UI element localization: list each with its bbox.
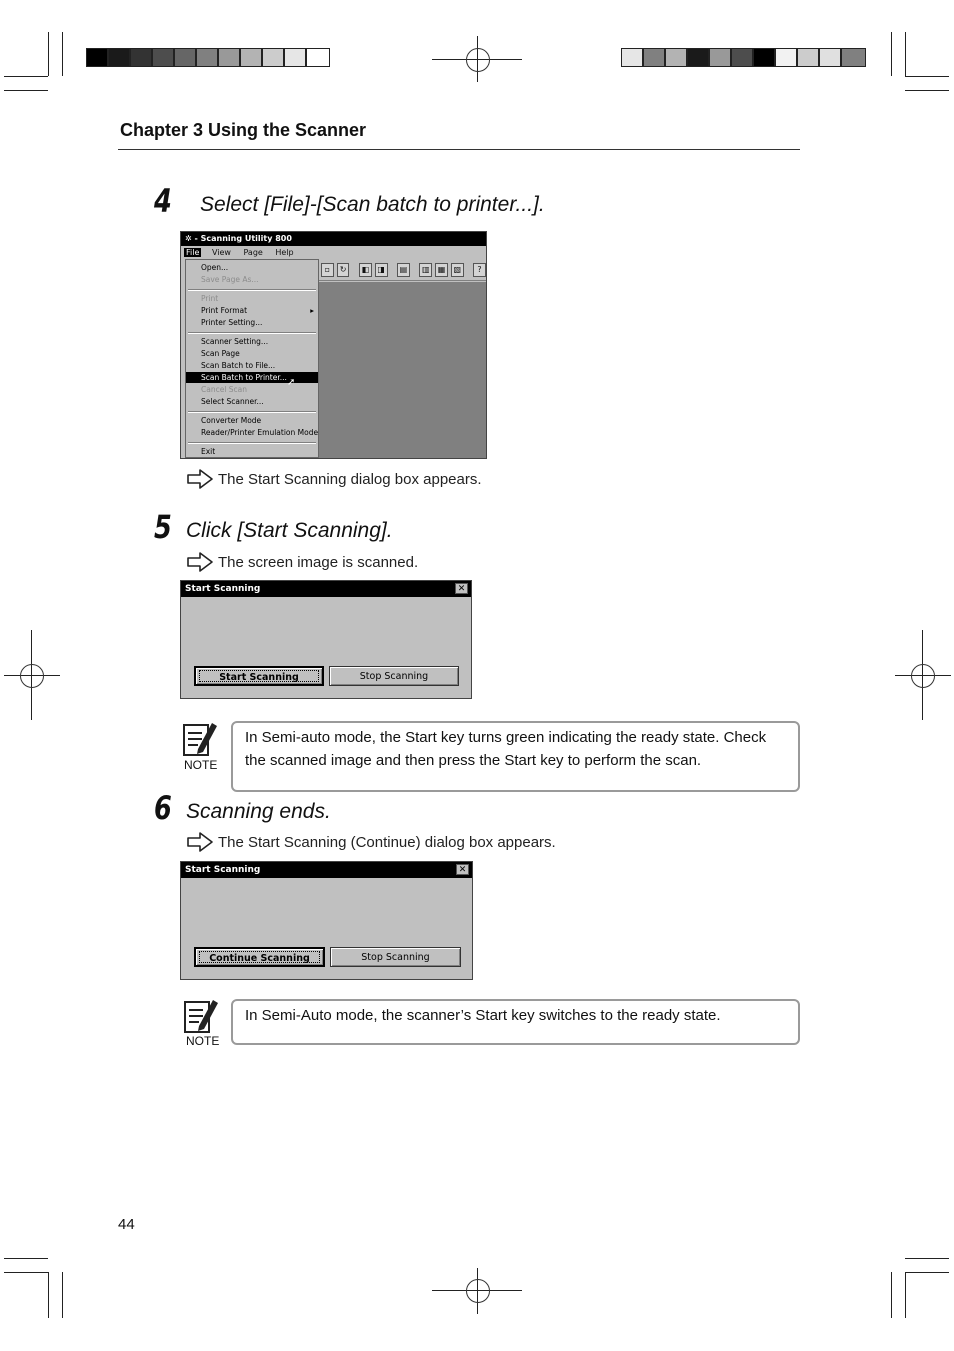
start-scanning-continue-dialog xyxy=(180,861,473,980)
menu-help[interactable]: Help xyxy=(275,248,294,257)
note-pencil-icon xyxy=(183,996,219,1034)
stop-scanning-button[interactable]: Stop Scanning xyxy=(330,947,461,967)
window-title: - Scanning Utility 800 xyxy=(194,234,292,243)
menu-separator xyxy=(188,332,316,334)
step-6-result-text: The Start Scanning (Continue) dialog box appears. xyxy=(218,833,556,851)
toolbar-batch-print-icon[interactable]: ▧ xyxy=(451,263,464,277)
toolbar-rotate-icon[interactable]: ↻ xyxy=(337,263,350,277)
cursor-icon: ➚ xyxy=(287,377,296,388)
step-number-4: 4 xyxy=(154,182,172,220)
toolbar-help-icon[interactable]: ? xyxy=(473,263,486,277)
menu-file[interactable]: File xyxy=(186,248,200,257)
result-arrow-icon xyxy=(186,831,214,853)
dialog-title: Start Scanning xyxy=(181,862,472,878)
menu-item-scan-batch-to-printer[interactable] xyxy=(186,372,318,388)
workspace-area xyxy=(319,282,486,458)
scanning-utility-window xyxy=(180,231,487,459)
note-label: NOTE xyxy=(186,1034,220,1048)
app-icon: ✲ xyxy=(185,234,195,243)
continue-scanning-button[interactable] xyxy=(194,947,325,967)
toolbar-prev-icon[interactable]: ◧ xyxy=(359,263,372,277)
menu-item-scan-page[interactable]: Scan Page xyxy=(201,349,240,358)
page-number: 44 xyxy=(118,1216,135,1233)
step-title-6: Scanning ends. xyxy=(186,800,331,823)
file-menu-dropdown xyxy=(185,259,319,458)
menu-page[interactable]: Page xyxy=(243,248,263,257)
dialog-title: Start Scanning xyxy=(181,581,471,597)
menu-item-scanner-setting[interactable]: Scanner Setting... xyxy=(201,337,269,346)
close-icon[interactable]: ✕ xyxy=(455,583,468,594)
window-titlebar xyxy=(181,232,486,246)
menu-item-exit[interactable]: Exit xyxy=(201,447,216,456)
step-6-result xyxy=(186,831,556,853)
toolbar-page-icon[interactable]: ▫ xyxy=(321,263,334,277)
step-title-4: Select [File]-[Scan batch to printer...]. xyxy=(200,193,545,216)
start-scanning-button-label: Start Scanning xyxy=(219,672,299,683)
toolbar-print-icon[interactable]: ▥ xyxy=(419,263,432,277)
focus-ring xyxy=(199,951,320,963)
result-arrow-icon xyxy=(186,468,214,490)
menu-bar xyxy=(181,246,486,259)
header-rule xyxy=(118,149,800,150)
menu-item-converter-mode[interactable]: Converter Mode xyxy=(201,416,262,425)
menu-item-print-format[interactable] xyxy=(186,305,318,316)
menu-item-print: Print xyxy=(201,294,219,303)
menu-item-reader-printer-emulation[interactable]: Reader/Printer Emulation Mode xyxy=(201,428,319,437)
focus-ring xyxy=(199,670,319,682)
note-pencil-icon xyxy=(182,719,218,757)
chapter-title: Chapter 3 Using the Scanner xyxy=(120,120,367,140)
menu-item-scan-batch-to-file[interactable]: Scan Batch to File... xyxy=(201,361,276,370)
close-icon[interactable]: ✕ xyxy=(456,864,469,875)
start-scanning-dialog xyxy=(180,580,472,699)
step-4-result xyxy=(186,468,482,490)
continue-scanning-button-label: Continue Scanning xyxy=(209,953,310,964)
menu-item-open[interactable]: Open... xyxy=(201,263,229,272)
note-box: In Semi-Auto mode, the scanner’s Start key switches to the ready state. xyxy=(231,999,800,1045)
note-box: In Semi-auto mode, the Start key turns green indicating the ready state. Check the scanned image and then press the Start key to perform the scan. xyxy=(231,721,800,792)
step-number-5: 5 xyxy=(154,508,172,546)
menu-item-select-scanner[interactable]: Select Scanner... xyxy=(201,397,264,406)
menu-item-print-format-label: Print Format xyxy=(201,306,248,315)
step-4-result-text: The Start Scanning dialog box appears. xyxy=(218,470,482,488)
menu-item-printer-setting[interactable]: Printer Setting... xyxy=(201,318,263,327)
note-label: NOTE xyxy=(184,758,218,772)
start-scanning-button[interactable] xyxy=(194,666,324,686)
stop-scanning-button[interactable]: Stop Scanning xyxy=(329,666,459,686)
menu-view[interactable]: View xyxy=(211,248,231,257)
step-5-result xyxy=(186,551,418,573)
submenu-arrow-icon: ▸ xyxy=(310,306,314,315)
step-5-result-text: The screen image is scanned. xyxy=(218,553,419,571)
menu-separator xyxy=(188,289,316,291)
menu-item-scan-batch-to-printer-label: Scan Batch to Printer... xyxy=(201,373,287,382)
menu-item-cancel-scan: Cancel Scan xyxy=(201,385,248,394)
menu-item-save-page-as: Save Page As... xyxy=(201,275,259,284)
step-number-6: 6 xyxy=(154,789,172,827)
result-arrow-icon xyxy=(186,551,214,573)
toolbar xyxy=(319,260,486,281)
menu-separator xyxy=(188,411,316,413)
menu-separator xyxy=(188,442,316,444)
toolbar-batch-file-icon[interactable]: ▦ xyxy=(435,263,448,277)
toolbar-next-icon[interactable]: ◨ xyxy=(375,263,388,277)
step-title-5: Click [Start Scanning]. xyxy=(186,519,393,542)
toolbar-scanner-icon[interactable]: ▤ xyxy=(397,263,410,277)
